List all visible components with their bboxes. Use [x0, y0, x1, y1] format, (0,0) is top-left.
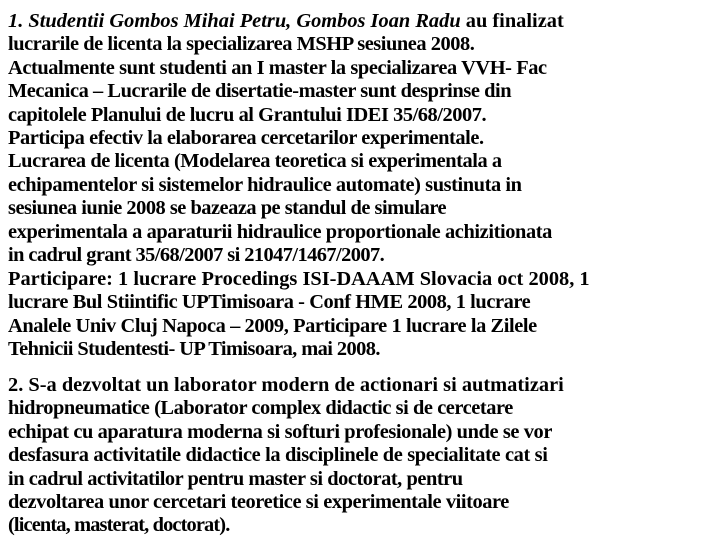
paragraph-laboratory: [8, 374, 720, 538]
text-line: desfasura activitatile didactice la disciplinele de specialitate cat si: [8, 444, 548, 467]
text-line: in cadrul grant 35/68/2007 si 21047/1467/2007.: [8, 244, 385, 267]
text-line: echipat cu aparatura moderna si softuri profesionale) unde se vor: [8, 420, 552, 443]
text-line: Analele Univ Cluj Napoca – 2009, Participare 1 lucrare la Zilele: [8, 314, 537, 337]
text-line: 2. S-a dezvoltat un laborator modern de actionari si autmatizari: [8, 374, 564, 396]
student-names: 1. Studentii Gombos Mihai Petru, Gombos Ioan Radu: [8, 10, 461, 32]
text-line: lucrare Bul Stiintific UPTimisoara - Conf HME 2008, 1 lucrare: [8, 291, 531, 314]
text-line: experimentala a aparaturii hidraulice proportionale achizitionata: [8, 220, 552, 243]
text-line: capitolele Planului de lucru al Grantului IDEI 35/68/2007.: [8, 103, 487, 126]
paragraph-students-thesis: [8, 10, 720, 267]
text-line: in cadrul activitatilor pentru master si doctorat, pentru: [8, 467, 463, 490]
text-line: Participare: 1 lucrare Procedings ISI-DAAAM Slovacia oct 2008, 1: [8, 268, 590, 290]
text-line: (licenta, masterat, doctorat).: [8, 514, 230, 537]
text-line: Tehnicii Studentesti- UP Timisoara, mai 2008.: [8, 338, 380, 361]
text-line: sesiunea iunie 2008 se bazeaza pe standul de simulare: [8, 197, 447, 220]
text-line: [8, 10, 720, 33]
text-line: Participa efectiv la elaborarea cercetarilor experimentale.: [8, 127, 484, 150]
text-line: echipamentelor si sistemelor hidraulice automate) sustinuta in: [8, 173, 522, 196]
paragraph-participation: [8, 268, 720, 362]
text-line: Lucrarea de licenta (Modelarea teoretica si experimentala a: [8, 150, 502, 173]
text-fragment: au finalizat: [460, 10, 564, 32]
text-line: dezvoltarea unor cercetari teoretice si experimentale viitoare: [8, 491, 509, 514]
text-line: lucrarile de licenta la specializarea MSHP sesiunea 2008.: [8, 33, 475, 56]
text-line: Actualmente sunt studenti an I master la specializarea VVH- Fac: [8, 56, 547, 79]
text-line: hidropneumatice (Laborator complex didactic si de cercetare: [8, 397, 513, 420]
text-line: Mecanica – Lucrarile de disertatie-master sunt desprinse din: [8, 80, 512, 103]
